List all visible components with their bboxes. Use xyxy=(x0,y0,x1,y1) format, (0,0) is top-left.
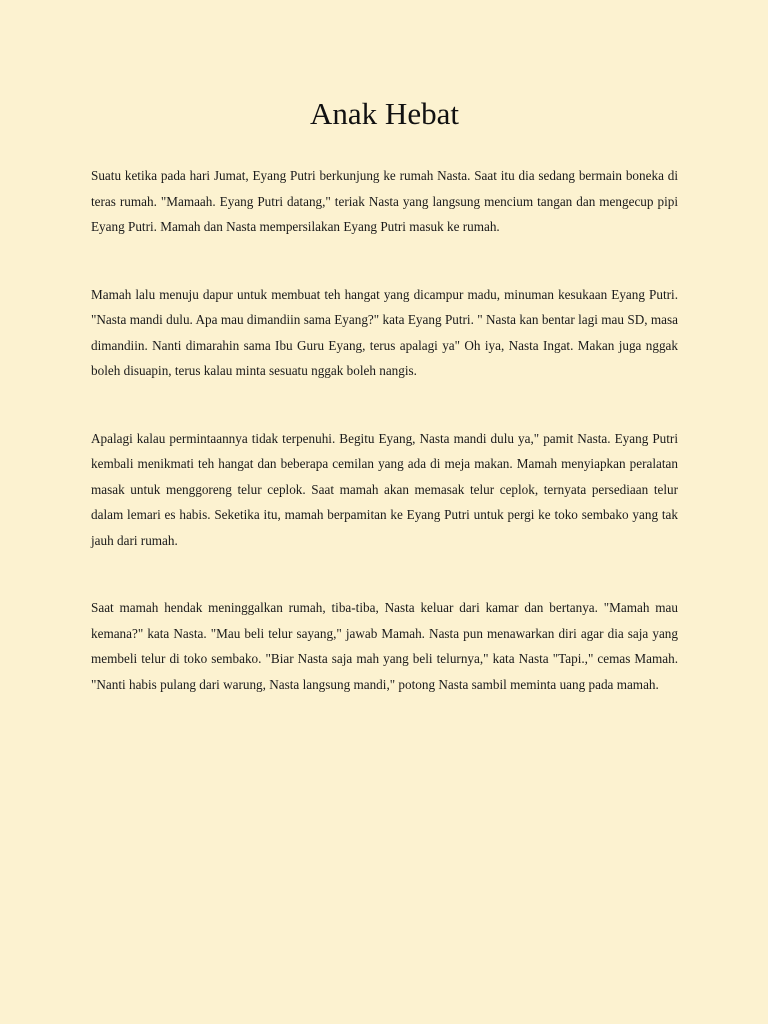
story-paragraph-1: Suatu ketika pada hari Jumat, Eyang Putri berkunjung ke rumah Nasta. Saat itu dia sedang bermain boneka di teras rumah. "Mamaah. Eyang Putri datang," teriak Nasta yang langsung mencium tangan dan mengecup pipi Eyang Putri. Mamah dan Nasta mempersilakan Eyang Putri masuk ke rumah. xyxy=(91,168,678,234)
story-paragraph-4: Saat mamah hendak meninggalkan rumah, tiba-tiba, Nasta keluar dari kamar dan bertanya. "Mamah mau kemana?" kata Nasta. "Mau beli telur sayang," jawab Mamah. Nasta pun menawarkan diri agar dia saja yang membeli telur di toko sembako. "Biar Nasta saja mah yang beli telurnya," kata Nasta "Tapi.," cemas Mamah. "Nanti habis pulang dari warung, Nasta langsung mandi," potong Nasta sambil meminta uang pada mamah. xyxy=(91,600,678,692)
story-paragraph-2: Mamah lalu menuju dapur untuk membuat teh hangat yang dicampur madu, minuman kesukaan Eyang Putri. "Nasta mandi dulu. Apa mau dimandiin sama Eyang?" kata Eyang Putri. " Nasta kan bentar lagi mau SD, masa dimandiin. Nanti dimarahin sama Ibu Guru Eyang, terus apalagi ya" Oh iya, Nasta Ingat. Makan juga nggak boleh disuapin, terus kalau minta sesuatu nggak boleh nangis. xyxy=(91,286,678,378)
story-paragraph-3: Apalagi kalau permintaannya tidak terpenuhi. Begitu Eyang, Nasta mandi dulu ya," pamit Nasta. Eyang Putri kembali menikmati teh hangat dan beberapa cemilan yang ada di meja makan. Mamah menyiapkan peralatan masak untuk menggoreng telur ceplok. Saat mamah akan memasak telur ceplok, ternyata persediaan telur dalam lemari es habis. Seketika itu, mamah berpamitan ke Eyang Putri untuk pergi ke toko sembako yang tak jauh dari rumah. xyxy=(91,430,678,548)
story-title: Anak Hebat xyxy=(310,96,459,131)
